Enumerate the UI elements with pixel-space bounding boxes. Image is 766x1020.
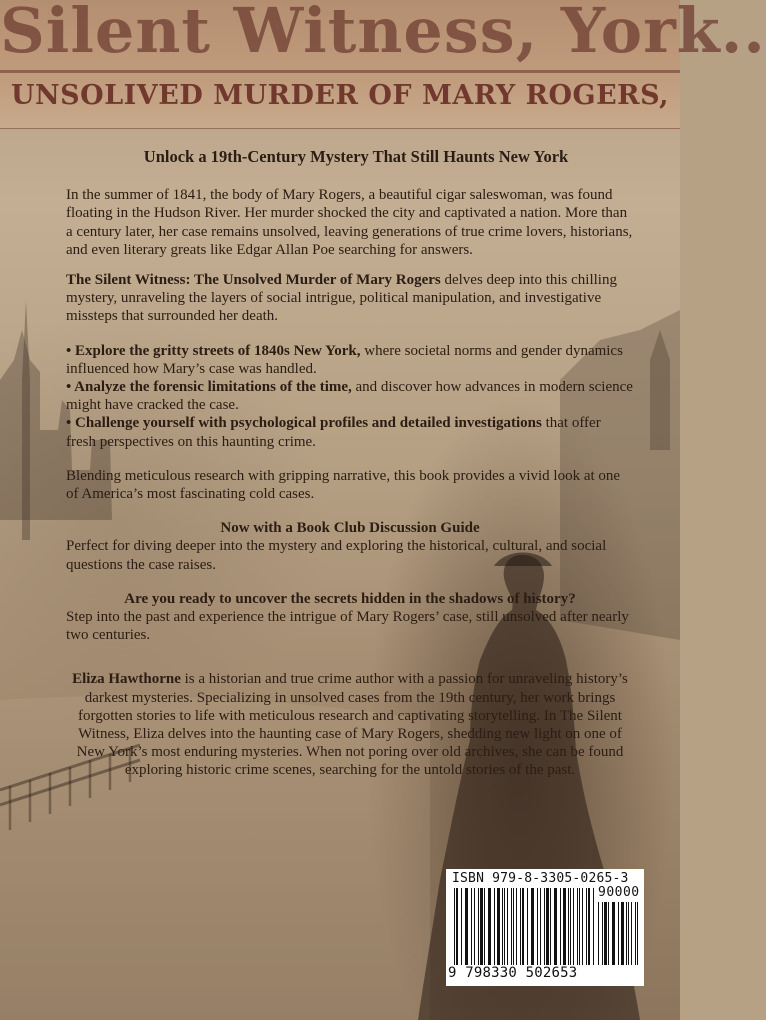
book-club-text: Perfect for diving deeper into the mystery and exploring the historical, cultural, and social questions the case raises.: [66, 538, 607, 573]
author-bio-text: is a historian and true crime author with a passion for unraveling history’s darkest mysteries. Specializing in unsolved cases from the 19th century, her work brings forgotten stories to life with meticulous research and captivating storytelling. In The Silent Witness, Eliza delves into the haunting case of Mary Rogers, shedding new light on one of New York’s most enduring mysteries. When not poring over old archives, she can be found exploring historic crime scenes, searching for the untold stories of the past.: [76, 671, 628, 779]
barcode-bar: [456, 888, 458, 965]
barcode-bar: [502, 888, 503, 965]
bullet-item: [66, 378, 634, 414]
bullet-lead: • Challenge yourself with psychological profiles and detailed investigations: [66, 415, 542, 432]
barcode-bar: [637, 902, 638, 965]
barcode-bar: [582, 888, 583, 965]
barcode-bar: [497, 888, 500, 965]
author-bio: [66, 670, 634, 779]
barcode-bar: [504, 888, 505, 965]
barcode-bar: [573, 888, 574, 965]
barcode-bar: [628, 902, 629, 965]
cta-heading: [66, 590, 634, 608]
masthead-rule: [0, 70, 680, 73]
barcode-bar: [484, 888, 485, 965]
cover-copy: [66, 148, 634, 780]
barcode-bar: [618, 902, 619, 965]
bullet-text: that offer fresh perspectives on this haunting crime.: [66, 415, 601, 450]
barcode-bar: [465, 888, 468, 965]
bullet-item: [66, 342, 634, 378]
barcode-bar: [537, 888, 538, 965]
barcode-bar: [474, 888, 475, 965]
barcode-bar: [598, 902, 599, 965]
barcode-bar: [621, 902, 624, 965]
barcode-bar: [608, 902, 609, 965]
book-description-text: delves deep into this chilling mystery, unraveling the layers of social intrigue, political manipulation, and investigative missteps that surrounded her death.: [66, 272, 617, 325]
barcode-bar: [478, 888, 479, 965]
barcode-bar: [602, 902, 603, 965]
barcode-bar: [568, 888, 569, 965]
barcode-bar: [540, 888, 541, 965]
book-club-heading-text: Now with a Book Club Discussion Guide: [220, 520, 480, 537]
barcode-bar: [527, 888, 528, 965]
bullet-lead: • Analyze the forensic limitations of the time,: [66, 379, 352, 396]
barcode-bar: [631, 902, 632, 965]
barcode-bar: [604, 902, 607, 965]
barcode-bar: [531, 888, 534, 965]
barcode-bar: [522, 888, 524, 965]
barcode-digits: 9 798330 502653: [448, 965, 578, 981]
bullet-text: where societal norms and gender dynamics influenced how Mary’s case was handled.: [66, 342, 623, 377]
barcode-bar: [516, 888, 517, 965]
barcode-bar: [579, 888, 580, 965]
bullet-lead: • Explore the gritty streets of 1840s New York,: [66, 342, 361, 359]
bullet-item: [66, 414, 634, 450]
book-description: [66, 271, 634, 326]
barcode-bar: [554, 888, 557, 965]
barcode-bar: [612, 902, 615, 965]
barcode-bar: [577, 888, 578, 965]
barcode-bar: [511, 888, 512, 965]
barcode-bar: [586, 888, 587, 965]
barcode-bar: [494, 888, 495, 965]
barcode-bar: [546, 888, 549, 965]
barcode-bar: [563, 888, 566, 965]
blending-paragraph: Blending meticulous research with gripping narrative, this book provides a vivid look at one of America’s most fascinating cold cases.: [66, 467, 621, 503]
barcode-bar: [635, 902, 636, 965]
price-code: 90000: [598, 885, 640, 900]
author-name: Eliza Hawthorne: [72, 671, 181, 688]
barcode-bar: [488, 888, 491, 965]
barcode-bar: [570, 888, 571, 965]
bullet-text: and discover how advances in modern science might have cracked the case.: [66, 379, 633, 414]
cta-text: Step into the past and experience the intrigue of Mary Rogers’ case, still unsolved after nearly two centuries.: [66, 609, 629, 644]
barcode-bar: [588, 888, 590, 965]
barcode-bar: [560, 888, 561, 965]
isbn-text: ISBN 979-8-3305-0265-3: [452, 871, 629, 886]
cta-heading-text: Are you ready to uncover the secrets hidden in the shadows of history?: [124, 590, 576, 607]
barcode-bar: [520, 888, 521, 965]
barcode-bar: [593, 888, 594, 965]
tagline: Unlock a 19th-Century Mystery That Still Haunts New York: [143, 147, 569, 166]
barcode-bar: [471, 888, 472, 965]
barcode-bar: [480, 888, 483, 965]
barcode-bar: [544, 888, 545, 965]
newspaper-masthead: [0, 0, 766, 129]
masthead-title: Silent Witness, York..: [0, 0, 766, 67]
masthead-headline: UNSOLIVED MURDER OF MARY ROGERS,: [10, 80, 670, 111]
isbn-barcode: [446, 869, 644, 986]
barcode-bar: [626, 902, 627, 965]
barcode-bar: [550, 888, 551, 965]
barcode-bar: [454, 888, 455, 965]
barcode-bar: [507, 888, 508, 965]
intro-paragraph: In the summer of 1841, the body of Mary Rogers, a beautiful cigar saleswoman, was found floating in the Hudson River. Her murder shocked the city and captivated a nation. More than a century later, her case remains unsolved, leaving generations of true crime lovers, historians, and even literary greats like Edgar Allan Poe searching for answers.: [66, 187, 633, 258]
barcode-bar: [513, 888, 514, 965]
book-club-heading: [66, 519, 634, 537]
book-title: The Silent Witness: The Unsolved Murder of Mary Rogers: [66, 272, 441, 289]
barcode-bar: [461, 888, 462, 965]
